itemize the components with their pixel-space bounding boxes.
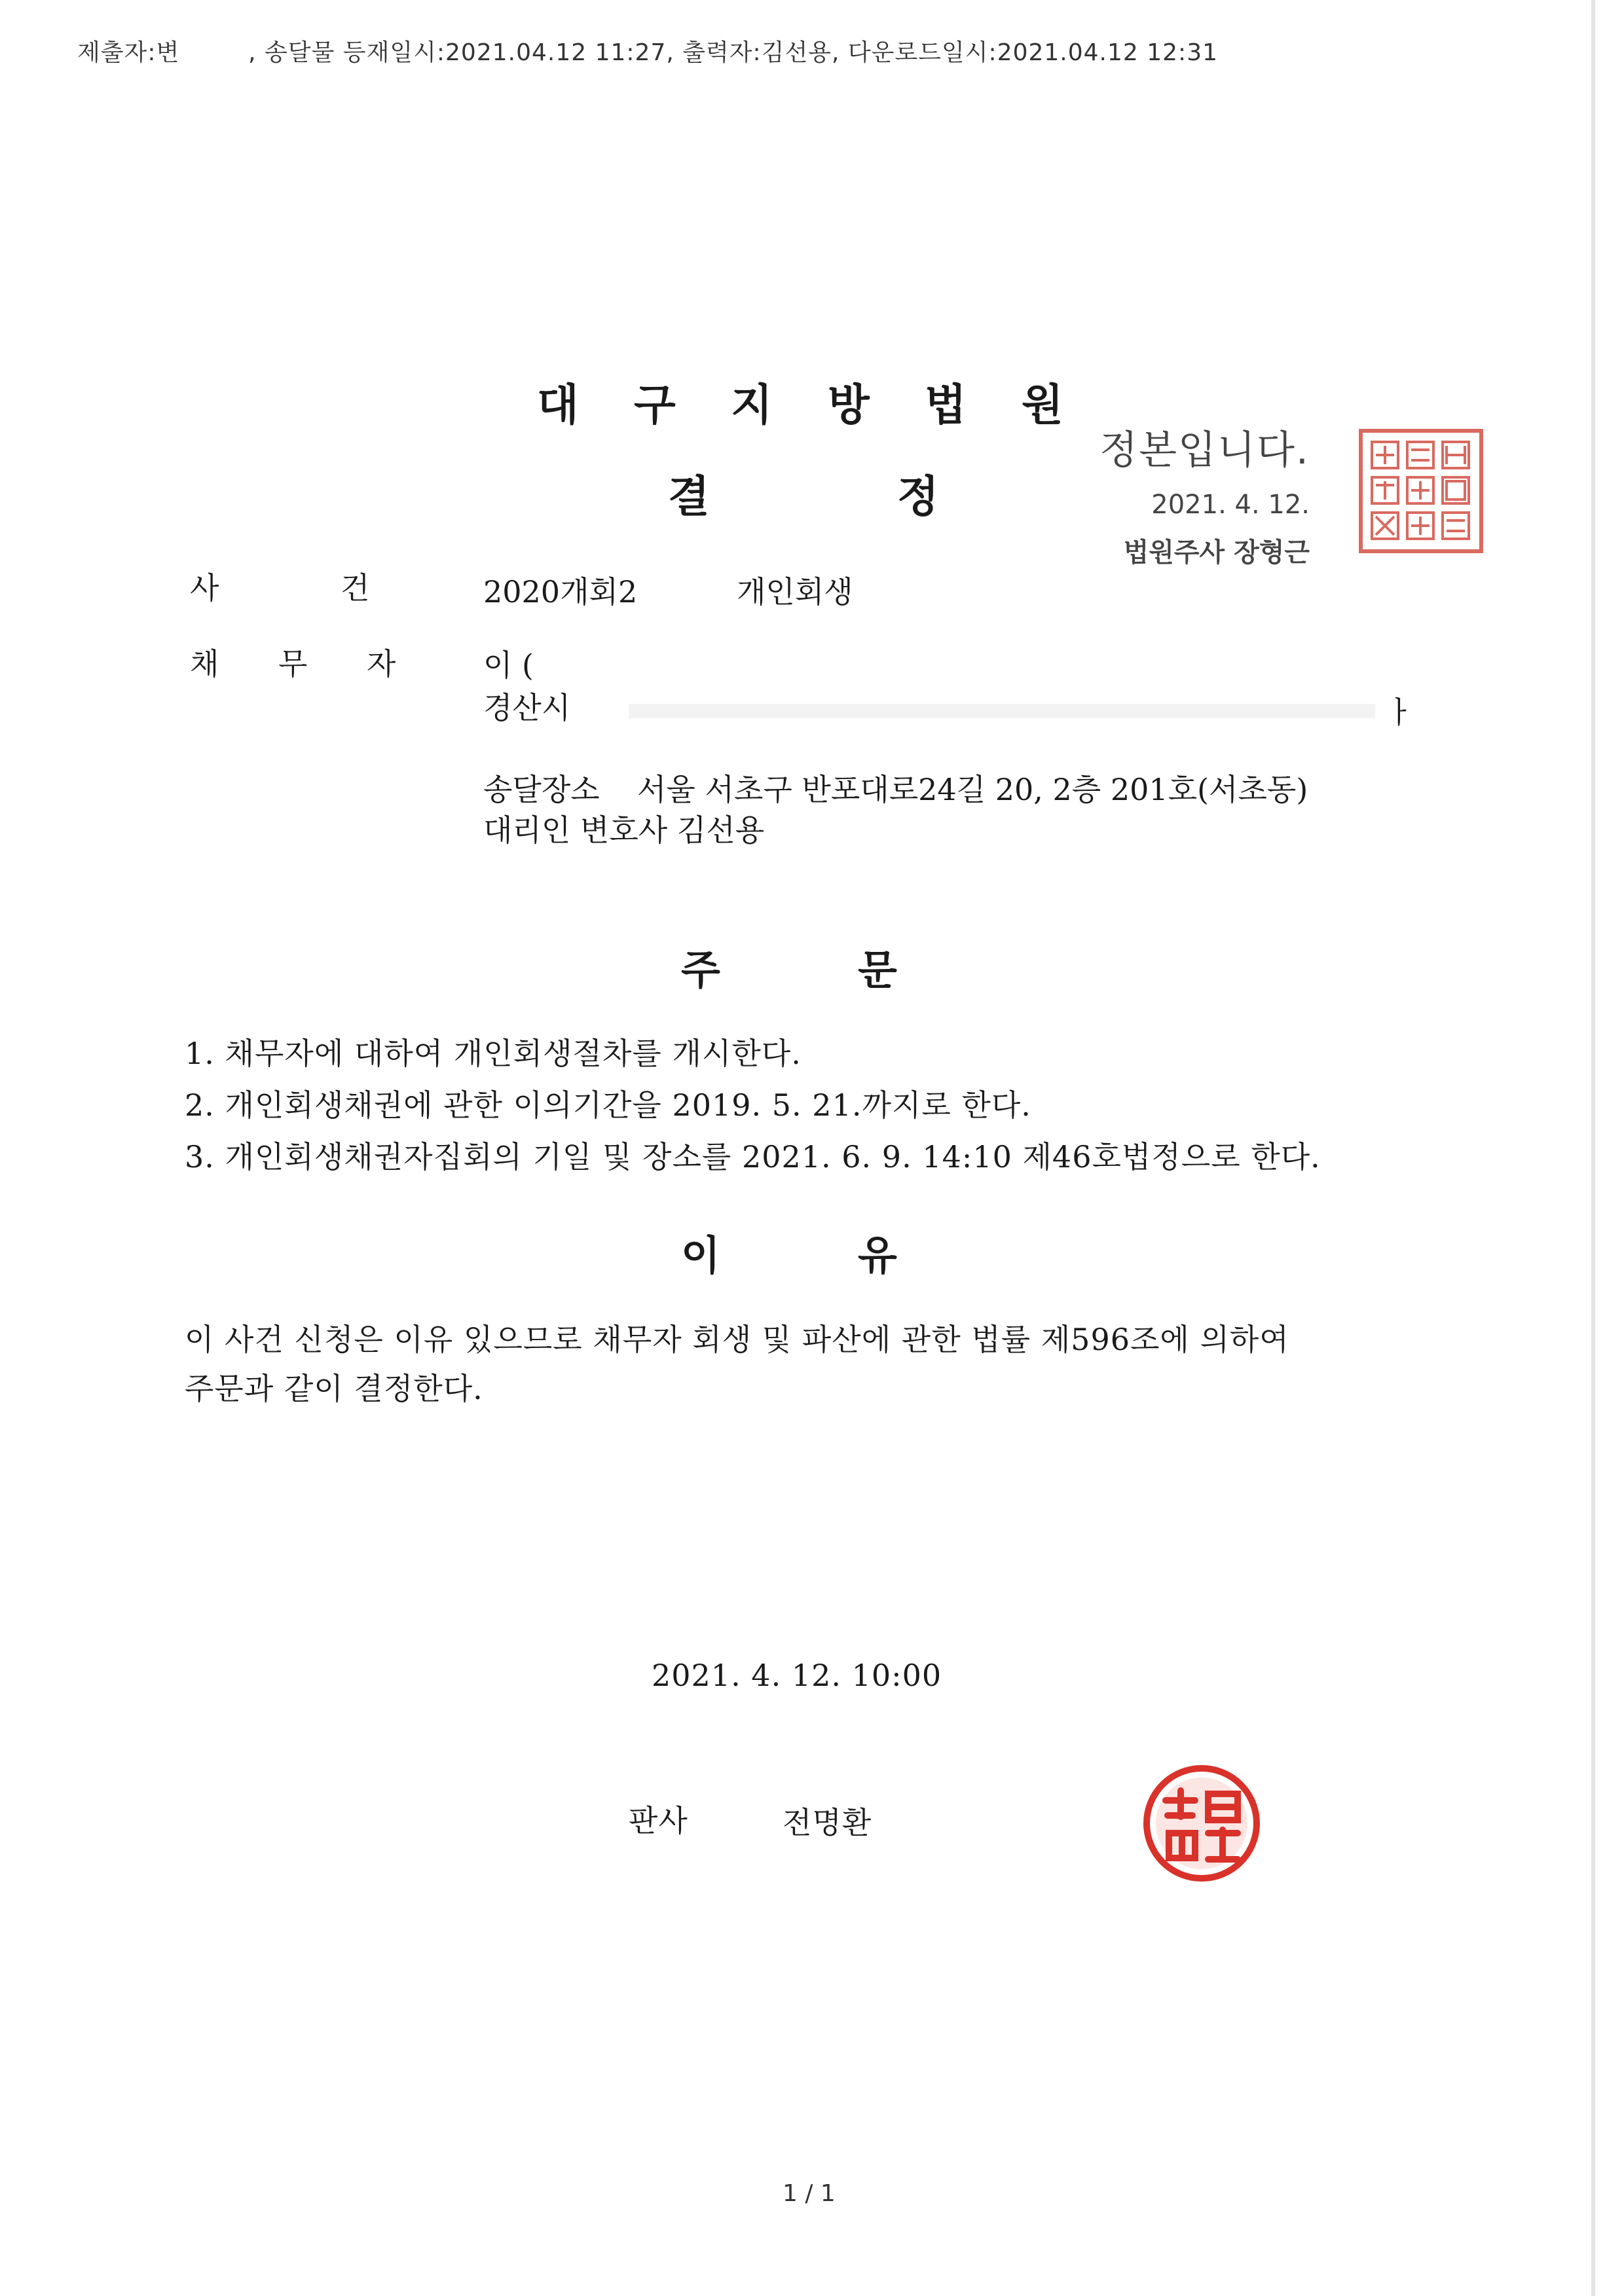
- certification-date: 2021. 4. 12.: [1151, 490, 1310, 520]
- court-name: [537, 370, 1118, 432]
- order-item: 2. 개인회생채권에 관한 이의기간을 2019. 5. 21.까지로 한다.: [185, 1087, 1031, 1123]
- reason-title: [681, 1223, 1035, 1281]
- download-header: [77, 34, 1218, 67]
- reason-title-char: 이: [681, 1231, 720, 1279]
- judge-seal-graphic: [1143, 1764, 1261, 1882]
- debtor-address: 경산시: [483, 690, 571, 725]
- certification-stamp: [1048, 419, 1310, 569]
- order-title-char: 주: [681, 946, 720, 994]
- order-item: 3. 개인회생채권자집회의 기일 및 장소를 2021. 6. 9. 14:10 제46호법정으로 한다.: [185, 1139, 1321, 1175]
- debtor-address-end: ㅏ: [1385, 695, 1414, 730]
- scan-edge-line: [1591, 0, 1595, 2296]
- certification-text: 정본입니다.: [1099, 428, 1310, 473]
- certification-clerk: 법원주사 장형근: [1123, 538, 1310, 568]
- judge-role: 판사: [629, 1803, 688, 1838]
- delivery-address: 서울 서초구 반포대로24길 20, 2층 201호(서초동): [637, 772, 1308, 807]
- case-label: 사 건: [190, 570, 371, 606]
- reason-text-line2: 주문과 같이 결정한다.: [185, 1371, 483, 1406]
- page-number: 1 / 1: [783, 2180, 836, 2207]
- court-char: 대: [537, 380, 580, 430]
- doc-type-char: 결: [668, 471, 710, 522]
- reason-text-line1: 이 사건 신청은 이유 있으므로 채무자 회생 및 파산에 관한 법률 제596조에 의하여: [185, 1322, 1289, 1357]
- order-title-char: 문: [858, 946, 897, 994]
- court-char: 원: [1022, 380, 1064, 430]
- court-square-seal: [1359, 429, 1483, 553]
- agent: 대리인 변호사 김선용: [483, 812, 765, 848]
- decision-date: 2021. 4. 12. 10:00: [652, 1658, 942, 1693]
- order-item: 1. 채무자에 대하여 개인회생절차를 개시한다.: [185, 1036, 802, 1071]
- case-number: 2020개회2: [483, 574, 638, 610]
- order-title: [681, 938, 1035, 996]
- debtor-name: 이 (: [483, 647, 534, 683]
- submitter-label: 제출자:변: [77, 39, 180, 66]
- delivery-line: [483, 766, 1308, 809]
- seal-glyph-pattern: [1363, 433, 1479, 549]
- court-char: 방: [828, 380, 870, 430]
- court-char: 지: [731, 380, 773, 430]
- redaction-mask: [629, 704, 1375, 718]
- reason-title-char: 유: [858, 1231, 897, 1279]
- court-char: 법: [925, 380, 967, 430]
- debtor-label: 채 무 자: [190, 646, 397, 682]
- judge-name: 전명환: [783, 1805, 872, 1840]
- header-info: , 송달물 등재일시:2021.04.12 11:27, 출력자:김선용, 다운로드일시:2021.04.12 12:31: [248, 39, 1218, 66]
- judge-seal: [1143, 1764, 1261, 1882]
- case-type: 개인회생: [737, 574, 853, 610]
- delivery-label: 송달장소: [483, 772, 600, 807]
- court-char: 구: [634, 380, 676, 430]
- doc-type-char: 정: [897, 471, 939, 522]
